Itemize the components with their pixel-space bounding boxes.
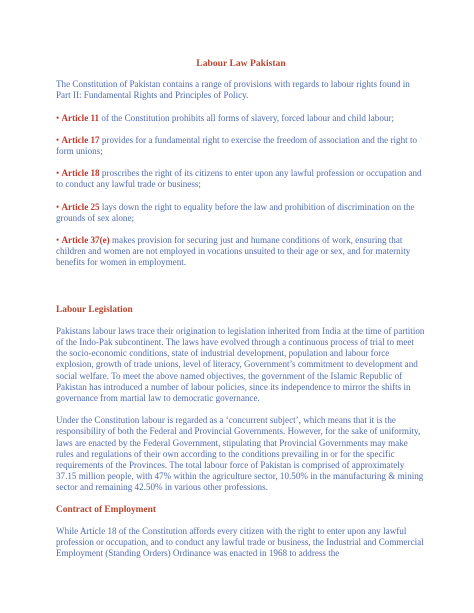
- article-item: [56, 168, 426, 190]
- article-label: Article 11: [61, 112, 100, 123]
- article-label: Article 37(e): [61, 235, 110, 246]
- bullet-icon: •: [56, 112, 60, 123]
- article-item: [56, 202, 426, 224]
- intro-paragraph: The Constitution of Pakistan contains a range of provisions with regards to labour rights found in Part II: Fundamental Rights and Principles of Policy.: [56, 79, 410, 101]
- article-text: makes provision for securing just and humane conditions of work, ensuring that children and women are not employed in vocations unsuited to their age or sex, and for maternity benefits for women in employment.: [56, 235, 411, 268]
- body-paragraph: Under the Constitution labour is regarded as a ‘concurrent subject’, which means that it is the responsibility of both the Federal and Provincial Governments. However, for the sake of uniformity, laws are enacted by the Federal Government, stipulating that Provincial Governments may make rules and regulations of their own according to the conditions prevailing in or for the specific requirements of the Provinces. The total labour force of Pakistan is comprised of approximately 37.15 million people, with 47% within the agriculture sector, 10.50% in the manufacturing & mining sector and remaining 42.50% in various other professions.: [56, 415, 424, 493]
- article-label: Article 25: [61, 201, 100, 212]
- article-label: Article 17: [61, 134, 100, 145]
- article-item: [56, 135, 426, 157]
- bullet-icon: •: [56, 201, 60, 212]
- section-spacer: [56, 280, 426, 305]
- bullet-icon: •: [56, 168, 60, 179]
- article-label: Article 18: [61, 168, 100, 179]
- section-heading-labour-legislation: Labour Legislation: [56, 304, 133, 315]
- document-title: Labour Law Pakistan: [196, 58, 286, 69]
- body-paragraph: While Article 18 of the Constitution affords every citizen with the right to enter upon any lawful profession or occupation, and to conduct any lawful trade or business, the Industrial and Commercial Employment (Standing Orders) Ordinance was enacted in 1968 to address the: [56, 525, 424, 559]
- article-item: [56, 113, 426, 124]
- article-text: of the Constitution prohibits all forms of slavery, forced labour and child labour;: [99, 112, 394, 123]
- section-heading-contract-of-employment: Contract of Employment: [56, 504, 156, 515]
- document-body: [56, 58, 426, 571]
- article-text: provides for a fundamental right to exercise the freedom of association and the right to form unions;: [56, 134, 418, 157]
- article-text: lays down the right to equality before the law and prohibition of discrimination on the grounds of sex alone;: [56, 201, 415, 223]
- bullet-icon: •: [56, 134, 60, 145]
- article-text: proscribes the right of its citizens to enter upon any lawful profession or occupation and to conduct any lawful trade or business;: [56, 168, 422, 190]
- body-paragraph: Pakistans labour laws trace their origination to legislation inherited from India at the time of partition of the Indo-Pak subcontinent. The laws have evolved through a continuous process of trial to meet the socio-economic conditions, state of industrial development, population and labour force explosion, growth of trade unions, level of literacy, Government’s commitment to development and social welfare. To meet the above named objectives, the government of the Islamic Republic of Pakistan has introduced a number of labour policies, since its independence to mirror the shifts in governance from martial law to democratic governance.: [56, 325, 425, 404]
- bullet-icon: •: [56, 235, 60, 246]
- article-item: [56, 235, 426, 269]
